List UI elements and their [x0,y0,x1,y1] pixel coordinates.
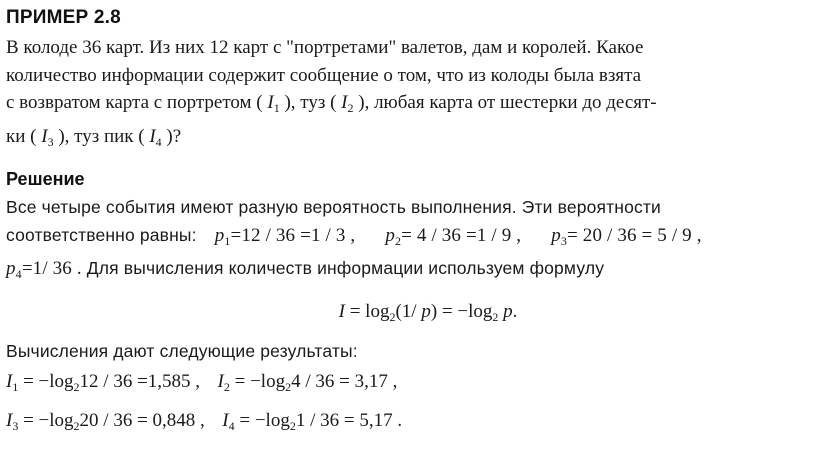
result-2-value: 4 / 36 = 3,17 , [291,371,398,392]
solution-line-2-prefix: соответственно равны: [6,224,197,245]
solution-line-3-rest: Для вычисления количеств информации используем формулу [86,258,605,278]
entropy-formula: $I = \log_2(1/$ $p) = -\log_2$ p. [338,300,518,324]
symbol-p1: $p_1$ [214,224,231,248]
problem-line-1: В колоде 36 карт. Из них 12 карт с "портретами" валетов, дам и королей. Какое [6,37,644,58]
symbol-i2: $I_2$ [341,92,354,115]
problem-line-2: количество информации содержит сообщение о том, что из колоды была взята [6,64,642,86]
problem-line-4b: ), туз пик ( [58,125,145,147]
result-line-2: $I_3 = -\log_220 / 36 = 0,848$ , $I_4 = -\log_21 / 36 = 5,17$ . [6,410,403,433]
symbol-i4: $I_4$ [149,125,162,149]
example-heading: ПРИМЕР 2.8 [6,7,121,28]
results-intro: Вычисления дают следующие результаты: [6,340,358,361]
problem-line-3a: с возвратом карта с портретом ( [6,92,263,113]
result-i3: $I_3$ [6,410,19,433]
symbol-p2: $p_2$ [385,224,402,248]
solution-text [6,194,810,289]
result-3-value: 20 / 36 = 0,848 , [79,410,205,431]
result-1-value: 12 / 36 =1,585 , [79,371,201,392]
problem-line-3c: ), любая карта от шестерки до десят- [358,92,657,113]
result-4-value: 1 / 36 = 5,17 . [295,410,403,431]
symbol-i1: $I_1$ [267,92,280,115]
document-page [6,6,810,443]
symbol-p3: $p_3$ [551,224,568,248]
problem-line-3b: ), туз ( [284,92,337,113]
result-i4: $I_4$ [222,410,235,433]
p3-value: = 20 / 36 = 5 / 9 , [567,224,702,246]
p1-value: =12 / 36 =1 / 3 , [230,224,356,246]
result-i2: $I_2$ [217,371,230,394]
solution-title: Решение [6,169,85,189]
symbol-i3: $I_3$ [41,125,54,149]
p4-value: =1/ 36 . [21,258,82,279]
problem-line-4c: )? [166,125,182,147]
problem-line-4a: ки ( [6,125,37,147]
p2-value: = 4 / 36 =1 / 9 , [401,224,522,246]
symbol-p4: $p_4$ [6,258,22,281]
result-i1: $I_1$ [6,371,19,394]
solution-line-1: Все четыре события имеют разную вероятность выполнения. Эти вероятности [6,197,661,217]
problem-text [6,34,810,156]
result-line-1: $I_1 = -\log_212 / 36 =1,585$ , $I_2 = -\log_24 / 36 = 3,17$ , [6,371,398,394]
